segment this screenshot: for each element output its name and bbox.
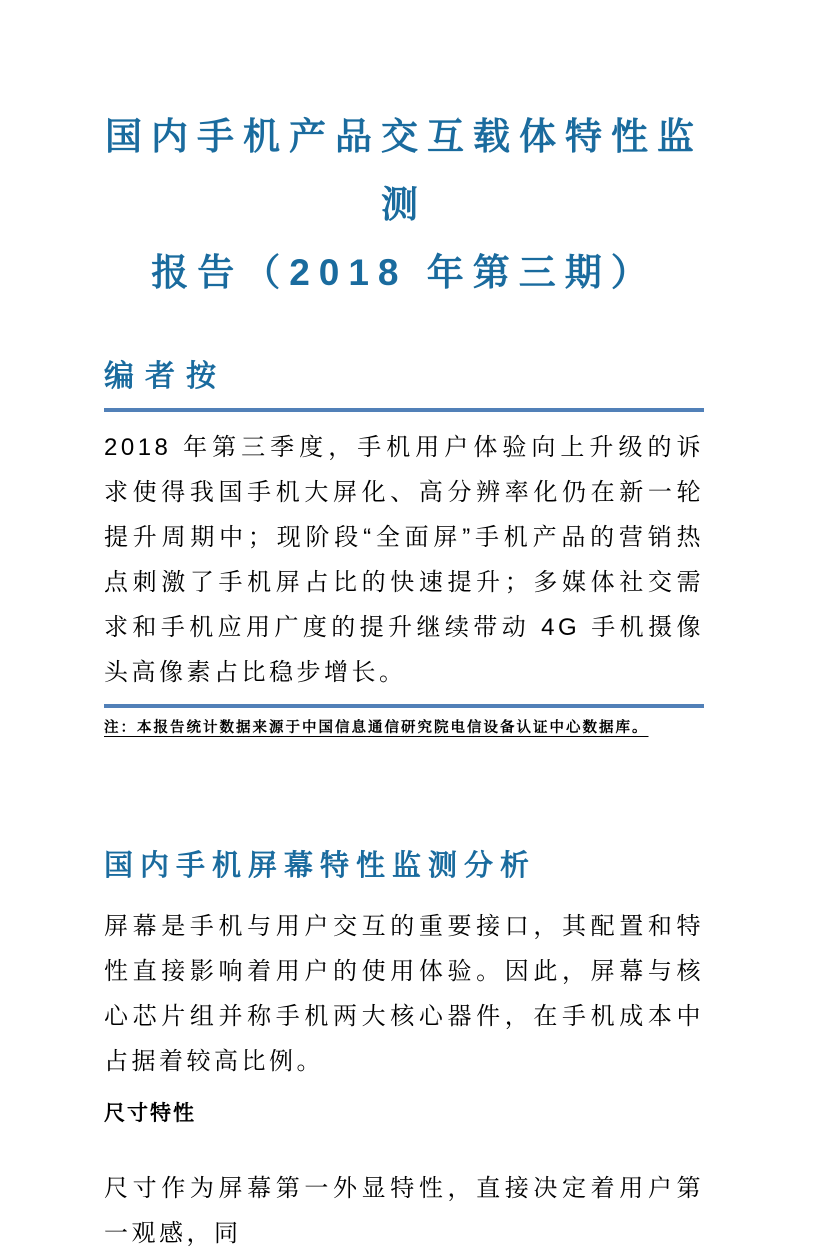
report-title-line-1: 国内手机产品交互载体特性监测: [105, 116, 703, 225]
page-content-column: [104, 0, 704, 1256]
size-characteristics-subheading: 尺寸特性: [104, 1102, 196, 1125]
size-characteristics-paragraph: 尺寸作为屏幕第一外显特性，直接决定着用户第一观感，同: [104, 1175, 704, 1247]
report-title-line-2: 报告（2018 年第三期）: [151, 252, 657, 293]
editor-note-paragraph: 2018 年第三季度，手机用户体验向上升级的诉求使得我国手机大屏化、高分辨率化仍在新一轮提升周期中；现阶段“全面屏”手机产品的营销热点刺激了手机屏占比的快速提升；多媒体社交需求和手机应用广度的提升继续带动 4G 手机摄像头高像素占比稳步增长。: [104, 434, 704, 686]
screen-section-heading: 国内手机屏幕特性监测分析: [104, 850, 537, 882]
editor-note-heading: 编者按: [104, 360, 227, 393]
data-source-footnote: 注：本报告统计数据来源于中国信息通信研究院电信设备认证中心数据库。: [104, 720, 649, 736]
editor-note-top-divider: [104, 408, 704, 412]
screen-section-intro-paragraph: 屏幕是手机与用户交互的重要接口，其配置和特性直接影响着用户的使用体验。因此，屏幕与核心芯片组并称手机两大核心器件，在手机成本中占据着较高比例。: [104, 913, 704, 1075]
editor-note-bottom-divider: [104, 704, 704, 708]
report-title: [104, 103, 704, 307]
